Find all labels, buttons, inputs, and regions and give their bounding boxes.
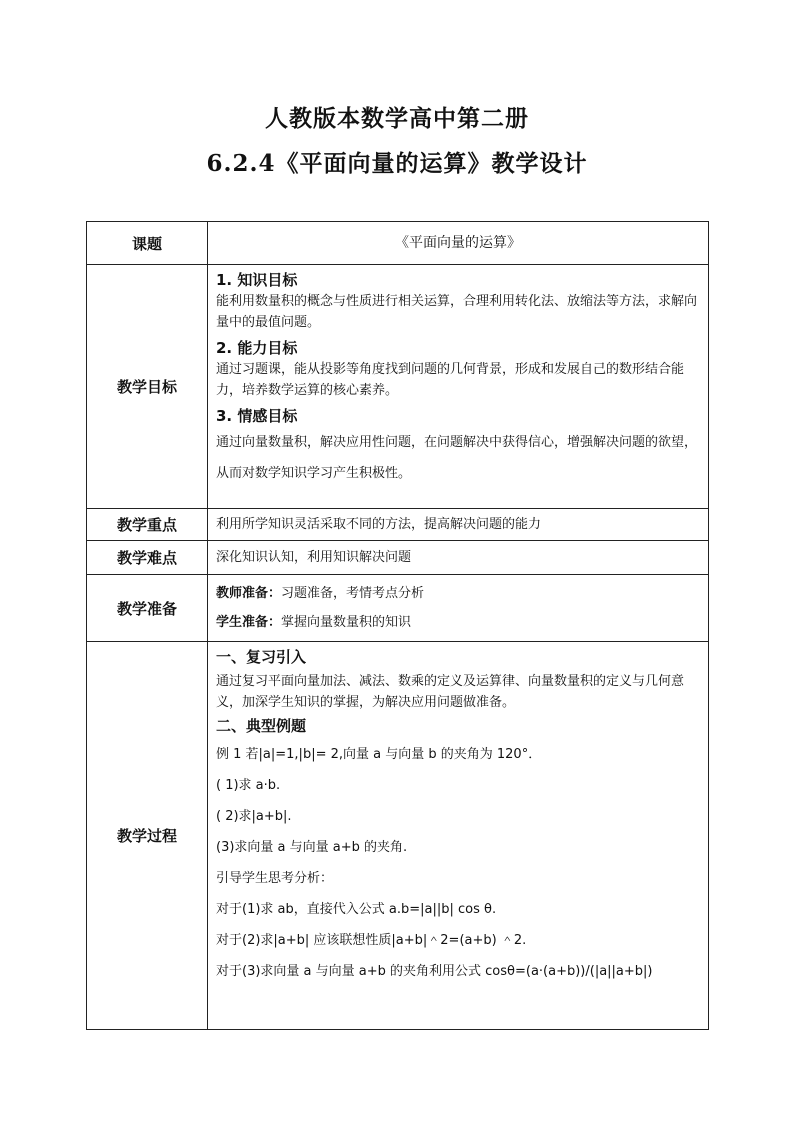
value-prep: [208, 575, 709, 642]
row-topic: [87, 222, 709, 265]
document-title: 人教版本数学高中第二册: [265, 105, 529, 132]
value-key: 利用所学知识灵活采取不同的方法，提高解决问题的能力: [208, 509, 709, 541]
row-difficulty: [87, 541, 709, 575]
row-process: [87, 642, 709, 1030]
example-line: 对于(2)求|a+b| 应该联想性质|a+b|＾2=(a+b) ＾2.: [216, 933, 527, 948]
example-line: (3)求向量 a 与向量 a+b 的夹角.: [216, 840, 408, 855]
example-line: 对于(3)求向量 a 与向量 a+b 的夹角利用公式 cosθ=(a·(a+b))/(|a||a+b|): [216, 964, 653, 979]
student-prep: [216, 608, 700, 637]
goal-text-emotion: 通过向量数量积，解决应用性问题，在问题解决中获得信心，增强解决问题的欲望，从而对数学知识学习产生积极性。: [216, 435, 698, 481]
student-prep-value: 掌握向量数量积的知识: [281, 615, 412, 630]
process-heading-review: 一、复习引入: [216, 648, 307, 666]
row-prep: [87, 575, 709, 642]
label-topic: 课题: [87, 222, 208, 265]
label-process: 教学过程: [87, 642, 208, 1030]
example-line: 例 1 若|a|=1,|b|= 2,向量 a 与向量 b 的夹角为 120°．: [216, 747, 542, 762]
teacher-prep-label: 教师准备：: [216, 586, 282, 601]
example-line: 对于(1)求 ab，直接代入公式 a.b=|a||b| cos θ.: [216, 902, 497, 917]
goal-heading-ability: 2. 能力目标: [216, 339, 298, 357]
value-difficulty: 深化知识认知，利用知识解决问题: [208, 541, 709, 575]
teacher-prep-value: 习题准备，考情考点分析: [281, 586, 425, 601]
document-subtitle: 6.2.4《平面向量的运算》教学设计: [206, 150, 588, 177]
goal-heading-emotion: 3. 情感目标: [216, 407, 298, 425]
student-prep-label: 学生准备：: [216, 615, 282, 630]
value-topic: 《平面向量的运算》: [208, 222, 709, 265]
goal-text-ability: 通过习题课，能从投影等角度找到问题的几何背景，形成和发展自己的数形结合能力，培养数学运算的核心素养。: [216, 362, 685, 398]
row-goals: [87, 265, 709, 509]
teacher-prep: [216, 579, 700, 608]
row-key: [87, 509, 709, 541]
goal-heading-knowledge: 1. 知识目标: [216, 271, 298, 289]
label-prep: 教学准备: [87, 575, 208, 642]
label-difficulty: 教学难点: [87, 541, 208, 575]
lesson-plan-table: [86, 221, 709, 1030]
example-line: 引导学生思考分析：: [216, 871, 334, 886]
value-process: [208, 642, 709, 1030]
process-text-review: 通过复习平面向量加法、减法、数乘的定义及运算律、向量数量积的定义与几何意义，加深学生知识的掌握，为解决应用问题做准备。: [216, 674, 685, 710]
example-line: ( 2)求|a+b|.: [216, 809, 292, 824]
process-heading-examples: 二、典型例题: [216, 717, 307, 735]
label-goals: 教学目标: [87, 265, 208, 509]
goal-text-knowledge: 能利用数量积的概念与性质进行相关运算，合理利用转化法、放缩法等方法，求解向量中的最值问题。: [216, 294, 698, 330]
label-key: 教学重点: [87, 509, 208, 541]
example-line: ( 1)求 a·b.: [216, 778, 281, 793]
value-goals: [208, 265, 709, 509]
